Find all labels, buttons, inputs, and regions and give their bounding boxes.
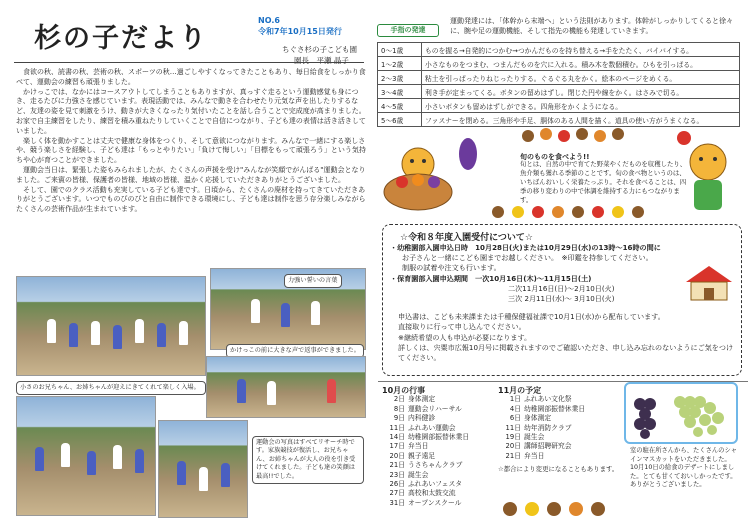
- age-cell: 5〜6歳: [378, 113, 422, 127]
- enrollment-line: 三次 2月11日(水)〜 3月10日(火): [508, 294, 615, 304]
- newsletter-title: 杉の子だより: [34, 23, 208, 54]
- list-item: 17日 弁当日: [389, 442, 429, 451]
- issue-date: 令和7年10月15日発行: [258, 27, 342, 36]
- enrollment-line: 申込書は、こども未来課または千種保健福祉課で10月1日(水)から配布しています。: [398, 312, 665, 322]
- photo-race: [206, 356, 366, 418]
- enrollment-line: 詳しくは、宍粟市広報10月号に掲載されますのでご確認いただき、申し込み忘れのないようにご気をつけてください。: [398, 342, 734, 363]
- child-figure: [87, 451, 96, 475]
- list-item: 9日 内科健診: [393, 414, 436, 423]
- child-figure: [179, 321, 188, 345]
- mascot-right-body: [694, 180, 722, 210]
- enrollment-line: ※継続希望の人も申込が必要になります。: [398, 332, 532, 342]
- october-events: [382, 386, 469, 508]
- mascot-right: [690, 144, 726, 180]
- caption-entrance: 小さのお兄ちゃん、お姉ちゃんが迎えにきてくれて楽しく入場。: [16, 381, 206, 395]
- table-row: [378, 99, 740, 113]
- table-row: [378, 57, 740, 71]
- enrollment-line: 二次11月16日(日)〜2月10日(火): [508, 283, 615, 293]
- description-cell: 粘土を引っぱったりねじったりする。ぐるぐる丸をかく。絵本のページをめくる。: [422, 71, 740, 85]
- child-figure: [69, 323, 78, 347]
- list-item: 8日 運動会リハーサル: [393, 404, 462, 413]
- child-figure: [281, 303, 290, 327]
- age-cell: 4〜5歳: [378, 99, 422, 113]
- list-item: 31日 オープンスクール: [389, 498, 462, 507]
- list-item: 11日 幼年消防クラブ: [505, 423, 572, 432]
- photo-entrance-march: [16, 276, 206, 376]
- kindergarten-name: ちぐさ杉の子こども園: [282, 45, 357, 54]
- grapes-illustration: [459, 138, 477, 170]
- age-cell: 3〜4歳: [378, 85, 422, 99]
- article-paragraph: そして、園でのクラス活動も充実している子ども達です。日頃から、たくさんの廃材を持ってきていただきありがとうございます。いつでものびのびと自由に制作できる環境にし、子ども達は制作を思う存分楽しみながらたくさんの芸術作品が生まれています。: [16, 185, 366, 214]
- age-cell: 2〜3歳: [378, 71, 422, 85]
- enrollment-line: 直接取りに行って申し込んでください。: [398, 322, 526, 332]
- description-cell: 小さいボタンも留めはずしができる。四角形をかくようになる。: [422, 99, 740, 113]
- list-item: 20日 講師招聘研究会: [505, 442, 572, 451]
- list-item: 14日 幼稚園部振替休業日: [389, 433, 470, 442]
- list-item: 11日 ふれあい運動会: [389, 423, 456, 432]
- grapes-icon: [626, 384, 736, 442]
- description-cell: 利き手が定まってくる。ボタンの留めはずし。閉じた円や線をかく。はさみで切る。: [422, 85, 740, 99]
- development-table: [377, 42, 740, 127]
- list-item: 19日 誕生会: [505, 433, 545, 442]
- list-item: 20日 親子遠足: [389, 451, 436, 460]
- seasonal-food-text: 旬とは、自然の中で育てた野菜やくだものを収穫したり、魚介類も獲れる季節のことです。旬の食べ物というのは、いちばんおいしく栄養たっぷり。それを食べることは、四季の移り変わりの中で体調を維持する力にもつながります。: [520, 160, 687, 204]
- enrollment-line: ・保育園部入園申込期間 一次10月16日(木)〜11月15日(土): [390, 273, 592, 283]
- article-paragraph: 運動会当日は、緊張した姿もみられましたが、たくさんの声援を受け"みんなが笑顔でがんばる"運動会となりました。ご来賓の皆様、保護者の皆様、地域の皆様、温かく応援していただきありがとうございました。: [16, 165, 366, 184]
- child-figure: [177, 461, 186, 485]
- caption-pledge: 力強い誓いの言葉: [284, 274, 342, 288]
- article-paragraph: 楽しく体を動かすことは丈夫で健康な身体をつくり、そして意欲につながります。みんなで一緒にする楽しさや、競う楽しさを経験し、子ども達は「もっとやりたい」「負けて悔しい」「目標をもって頑張ろう」という気持ちや心が育つことができました。: [16, 136, 366, 165]
- child-figure: [135, 319, 144, 343]
- child-figure: [135, 449, 144, 473]
- section-tag-finger-development: 手指の発達: [377, 24, 439, 37]
- schedule-note: ☆都合により変更になることもあります。: [498, 465, 619, 474]
- caption-race: かけっこの前に大きな声で返事ができました。: [226, 344, 364, 358]
- table-row: [378, 43, 740, 57]
- article-paragraph: かけっこでは、なかにはコースアウトしてしまうこともありますが、真っすぐ走るという運動感覚も身につき、走るたびに力強さを感じています。表現活動では、みんなで動きを合わせたり元気な声を出したりするなど、友達の姿を見て刺激をうけ、動きが大きくなったり気付いたことを話し合うことで完成度が高まりました。お家で自主練習をしたり、練習を積み重ねたりしていくことで自信につながり、子ども達の表情は活き活きしていました。: [16, 87, 366, 135]
- november-events: [498, 386, 618, 475]
- child-figure: [327, 379, 336, 403]
- child-figure: [61, 443, 70, 467]
- main-article: [16, 68, 366, 215]
- enrollment-line: お子さんと一緒にこども園までお越しください。 ※印鑑を持参してください。: [402, 253, 653, 263]
- table-row: [378, 71, 740, 85]
- child-figure: [251, 299, 260, 323]
- child-figure: [35, 447, 44, 471]
- list-item: 26日 ふれあいフェスタ: [389, 480, 463, 489]
- child-figure: [157, 323, 166, 347]
- list-item: 27日 高校和太鼓交流: [389, 489, 456, 498]
- photo-running-kids: [158, 420, 248, 518]
- child-figure: [113, 325, 122, 349]
- list-item: 2日 身体測定: [393, 395, 436, 404]
- grapes-note: 室の駐在所さんから、たくさんのシャインマスカットをいただきました。10月10日の給食のデザートにしました。とても甘くておいしかったです。ありがとうございました。: [630, 447, 737, 489]
- list-item: 1日 ふれあい文化祭: [509, 395, 572, 404]
- article-paragraph: 食欲の秋、読書の秋、芸術の秋、スポーツの秋…過ごしやすくなってきたこともあり、毎日給食をしっかり食べて、運動会の練習も頑張りました。: [16, 68, 366, 86]
- description-cell: 小さなものをつまむ、つまんだものを穴に入れる。積み木を数個積む。ひもを引っぱる。: [422, 57, 740, 71]
- child-figure: [267, 381, 276, 405]
- child-figure: [311, 301, 320, 325]
- header-divider: [14, 62, 364, 63]
- issue-number: NO.6: [258, 16, 280, 25]
- description-cell: ファスナーを閉める。三角形や手足、胴体のある人間を描く。道具の使い方がうまくなる。: [422, 113, 740, 127]
- list-item: 6日 身体測定: [509, 414, 552, 423]
- october-heading: 10月の行事: [382, 386, 426, 395]
- principal-name: 園長 平瀬 晶子: [294, 56, 349, 65]
- enrollment-title: ☆令和８年度入園受付について☆: [400, 233, 533, 243]
- development-intro: 運動発達には、「体幹から末端へ」という法則があります。体幹がしっかりしてくると徐々に、腕や足の運動機能、そして指先の機能も発達していきます。: [450, 17, 733, 35]
- caption-family-event: 運動会の写真はすべてリサーチ時です。家族競技が復活し、お兄ちゃん、お姉ちゃんが大人の役を引き受けてくれました。子ども達の笑顔は最高!!でした。: [252, 436, 364, 484]
- seasonal-food-title: 旬のものを食べよう!!: [520, 153, 590, 161]
- child-figure: [91, 321, 100, 345]
- table-row: [378, 85, 740, 99]
- house-illustration: [682, 262, 736, 302]
- chestnut-border: [500, 498, 620, 520]
- child-figure: [113, 445, 122, 469]
- child-figure: [47, 319, 56, 343]
- child-figure: [199, 467, 208, 491]
- list-item: 21日 弁当日: [505, 451, 545, 460]
- age-cell: 0〜1歳: [378, 43, 422, 57]
- enrollment-line: ・幼稚園部入園申込日時 10月28日(火)または10月29日(水)の13時〜16時の間に: [390, 243, 661, 252]
- list-item: 23日 誕生会: [389, 470, 429, 479]
- enrollment-line: 制服の試着や注文も行います。: [402, 263, 501, 273]
- grapes-photo: [624, 382, 738, 444]
- november-heading: 11月の予定: [498, 386, 542, 395]
- photo-family-race: [16, 396, 156, 516]
- description-cell: ものを握る→自発的につかむ→つかんだものを持ち替える→手をたたく、バイバイする。: [422, 43, 740, 57]
- age-cell: 1〜2歳: [378, 57, 422, 71]
- child-figure: [221, 463, 230, 487]
- list-item: 4日 幼稚園部振替休業日: [509, 404, 586, 413]
- child-figure: [237, 379, 246, 403]
- list-item: 21日 うさちゃんクラブ: [389, 461, 463, 470]
